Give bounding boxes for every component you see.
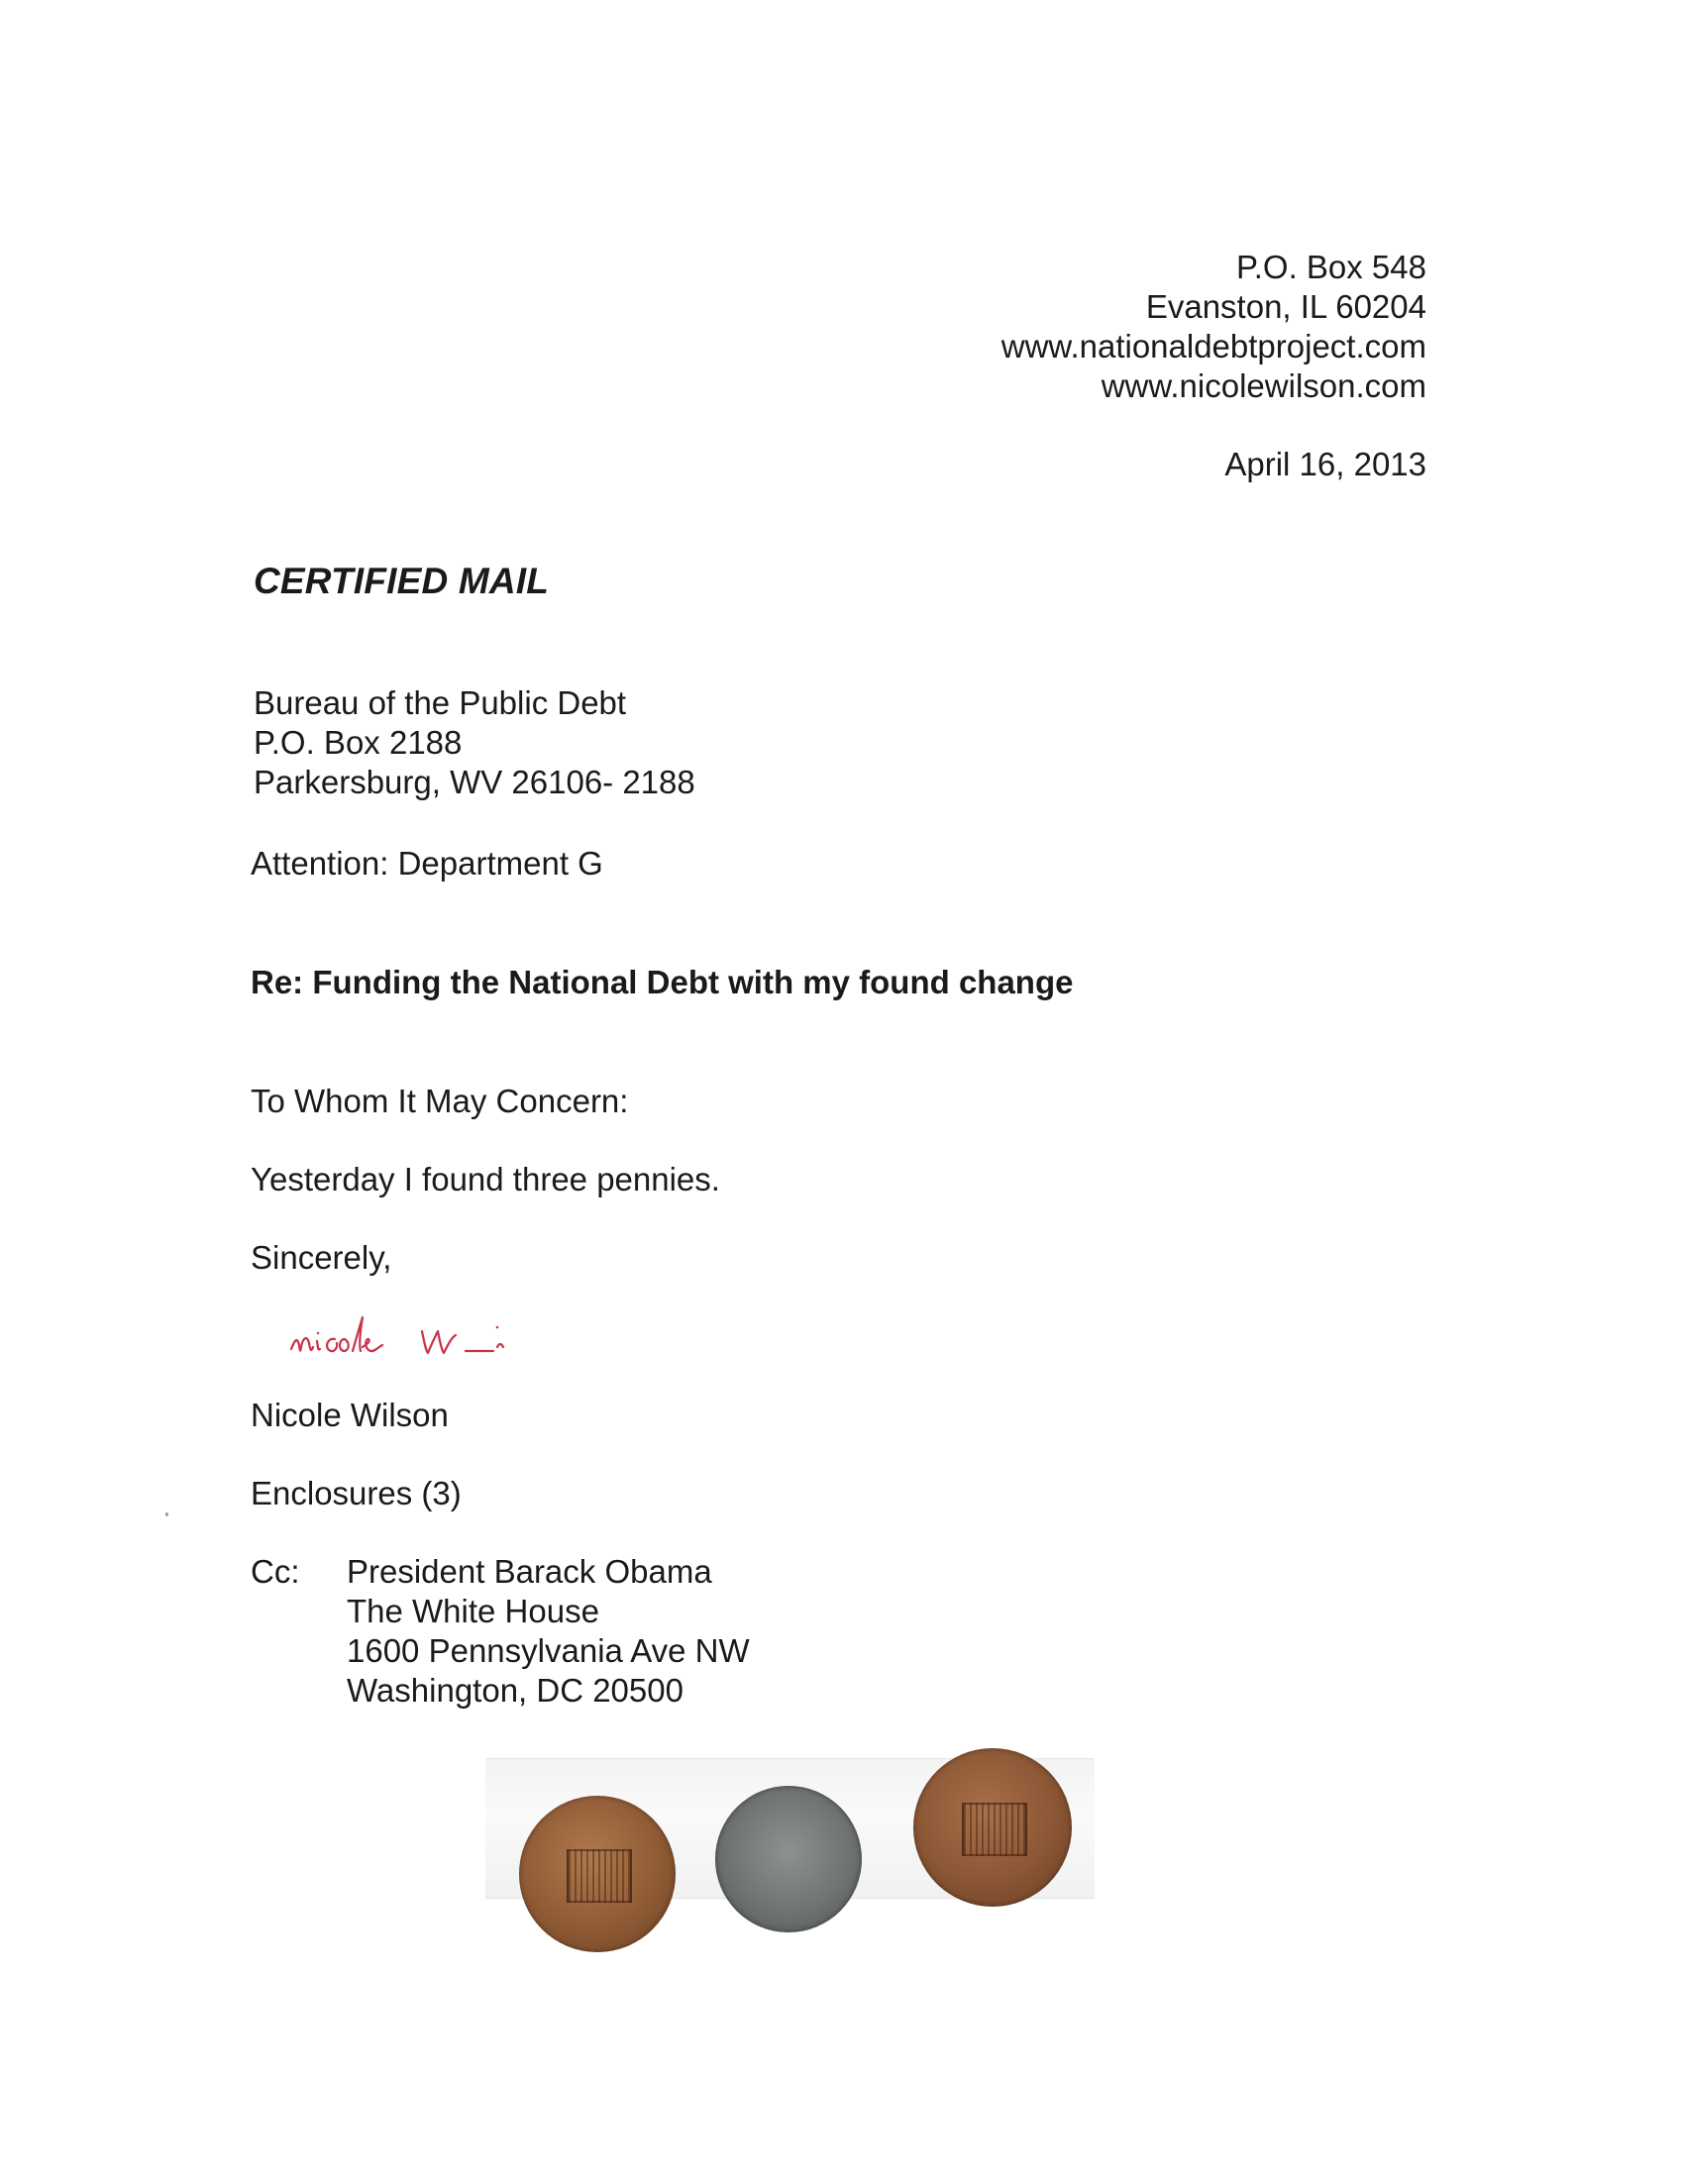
scan-speck bbox=[165, 1512, 168, 1516]
attention-line: Attention: Department G bbox=[251, 845, 603, 882]
letter-date: April 16, 2013 bbox=[1224, 446, 1426, 482]
recipient-city-state-zip: Parkersburg, WV 26106- 2188 bbox=[254, 764, 695, 800]
cc-address-line-1: The White House bbox=[347, 1593, 599, 1629]
enclosed-pennies bbox=[485, 1718, 1100, 1931]
salutation: To Whom It May Concern: bbox=[251, 1083, 629, 1119]
penny-2-tarnished bbox=[715, 1786, 862, 1932]
recipient-name: Bureau of the Public Debt bbox=[254, 684, 627, 721]
penny-1 bbox=[519, 1796, 676, 1952]
letter-body: Yesterday I found three pennies. bbox=[251, 1161, 720, 1197]
penny-memorial-image bbox=[962, 1803, 1027, 1856]
recipient-po-box: P.O. Box 2188 bbox=[254, 724, 463, 761]
sender-website-national-debt-project: www.nationaldebtproject.com bbox=[1000, 328, 1426, 364]
cc-label: Cc: bbox=[251, 1553, 300, 1590]
sender-city-state-zip: Evanston, IL 60204 bbox=[1145, 288, 1426, 325]
penny-3 bbox=[913, 1748, 1072, 1907]
cc-address-line-3: Washington, DC 20500 bbox=[347, 1672, 683, 1709]
signer-name: Nicole Wilson bbox=[251, 1397, 449, 1433]
sender-website-personal: www.nicolewilson.com bbox=[1101, 367, 1426, 404]
cc-name: President Barack Obama bbox=[347, 1553, 712, 1590]
cc-address-block bbox=[347, 1552, 750, 1711]
enclosures-note: Enclosures (3) bbox=[251, 1475, 462, 1511]
penny-memorial-image bbox=[567, 1849, 632, 1903]
sender-address-block bbox=[1001, 248, 1426, 406]
recipient-address-block bbox=[254, 683, 695, 802]
sender-po-box: P.O. Box 548 bbox=[1235, 249, 1426, 285]
cc-address-line-2: 1600 Pennsylvania Ave NW bbox=[347, 1632, 750, 1669]
closing: Sincerely, bbox=[251, 1239, 392, 1276]
handwritten-signature bbox=[287, 1288, 604, 1377]
delivery-method-heading: CERTIFIED MAIL bbox=[254, 561, 550, 601]
subject-line: Re: Funding the National Debt with my found change bbox=[251, 964, 1074, 1000]
